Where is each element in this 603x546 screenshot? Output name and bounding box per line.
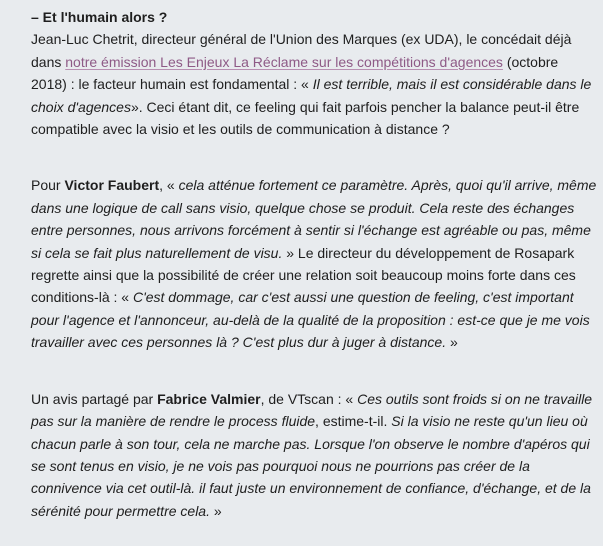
- para1-text-after-link: (octobre 2018) : le facteur humain est fondamental : «: [31, 53, 559, 93]
- person-name-faubert: Victor Faubert: [64, 177, 160, 194]
- para1-text-before-link: Jean-Luc Chetrit, directeur général de l'Union des Marques (ex UDA), le concédait déjà dans: [31, 31, 572, 70]
- article-body: [31, 6, 597, 522]
- para2-after-name: , «: [159, 177, 179, 194]
- paragraph-faubert: [31, 174, 597, 353]
- para3-quote-1: Ces outils sont froids si on ne travaille pas sur la manière de rendre le process fluide: [31, 390, 593, 430]
- paragraph-spacer: [31, 354, 597, 388]
- para1-quote: Il est terrible, mais il est considérable dans le choix d'agences: [31, 76, 592, 115]
- para2-middle: » Le directeur du développement de Rosapark regrette ainsi que la possibilité de créer une relation soit beaucoup moins forte dans ces conditions-là : «: [31, 244, 576, 306]
- para2-end: »: [446, 334, 458, 351]
- paragraph-valmier: [31, 388, 597, 522]
- para3-intro: Un avis partagé par: [31, 390, 158, 407]
- paragraph-chetrit: [31, 28, 597, 140]
- para3-quote-2: Si la visio ne reste qu'un lieu où chacun parle à son tour, cela ne marche pas. Lorsque l'on observe le nombre d'apéros qui se sont tenus en visio, je ne vois pas pourquoi nous ne pourrions pas créer de la connivence via cet outil-là. il faut juste un environnement de confiance, d'échange, et de la sérénité pour permettre cela.: [31, 413, 591, 519]
- para1-text-end: ». Ceci étant dit, ce feeling qui fait parfois pencher la balance peut-il être compatible avec la visio et les outils de communication à distance ?: [31, 98, 580, 138]
- emission-link[interactable]: notre émission Les Enjeux La Réclame sur les compétitions d'agences: [65, 53, 503, 70]
- para2-intro: Pour: [31, 177, 65, 194]
- para2-quote-2: C'est dommage, car c'est aussi une question de feeling, c'est important pour l'agence et l'annonceur, au-delà de la qualité de la proposition : est-ce que je me vois travailler avec ces personnes là ? C'est plus dur à juger à distance.: [31, 289, 590, 351]
- para3-after-name: , de VTscan : «: [260, 390, 358, 407]
- person-name-valmier: Fabrice Valmier: [157, 390, 261, 407]
- para3-end: »: [209, 502, 222, 519]
- section-heading: – Et l'humain alors ?: [31, 9, 168, 25]
- para3-middle: , estime-t-il.: [315, 413, 392, 430]
- para2-quote-1: cela atténue fortement ce paramètre. Après, quoi qu'il arrive, même dans une logique de call sans visio, quelque chose se produit. Cela reste des échanges entre personnes, nous arrivons forcément à sentir si l'échange est agréable ou pas, même si cela se fait plus naturellement de visu.: [31, 177, 597, 261]
- paragraph-spacer: [31, 140, 597, 174]
